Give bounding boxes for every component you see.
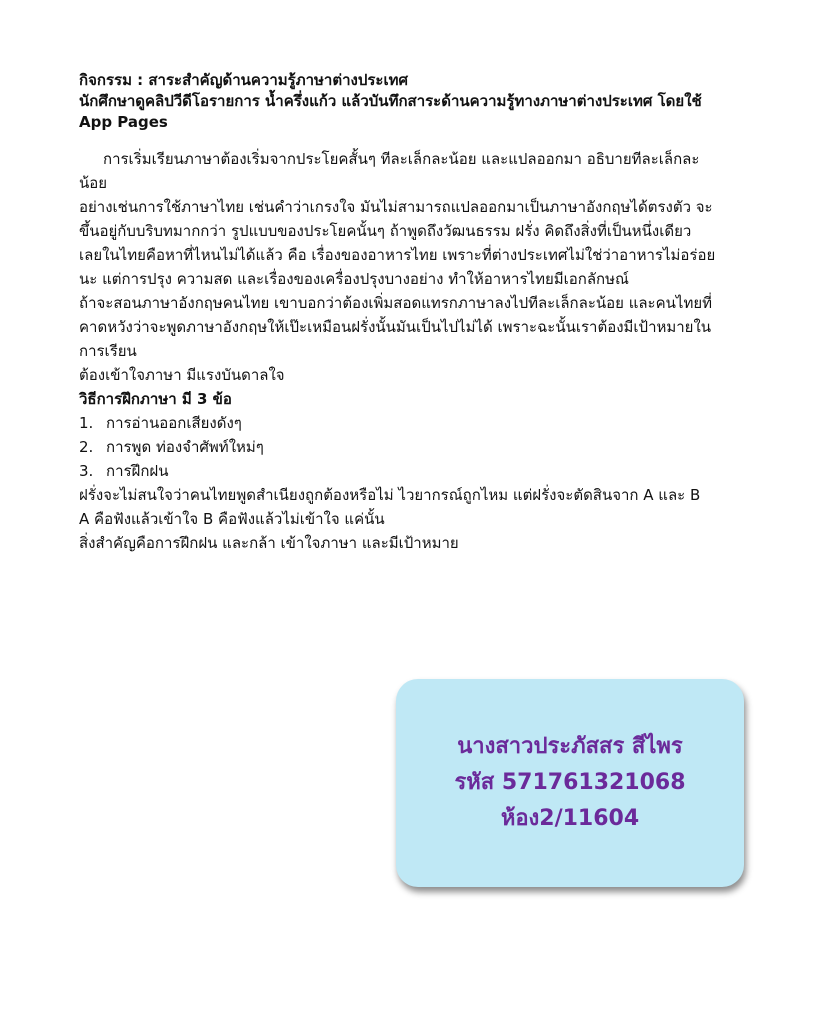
instruction-line: App Pages	[79, 113, 168, 131]
list-number: 3.	[79, 462, 94, 480]
paragraph-teaching	[79, 291, 759, 363]
paragraph-line: A คือฟังแล้วเข้าใจ B คือฟังแล้วไม่เข้าใจ แค่นั้น	[79, 510, 385, 528]
list-text: การฝึกฝน	[106, 462, 169, 480]
paragraph-line: ขึ้นอยู่กับบริบทมากกว่า รูปแบบของประโยคนั้นๆ ถ้าพูดถึงวัฒนธรรม ฝรั่ง คิดถึงสิ่งที่เป็นหนึ่งเดียว	[79, 222, 692, 240]
list-item	[79, 411, 759, 435]
list-item	[79, 435, 759, 459]
list-item	[79, 459, 759, 483]
paragraph-example	[79, 195, 759, 291]
paragraph-line: ถ้าจะสอนภาษาอังกฤษคนไทย เขาบอกว่าต้องเพิ่มสอดแทรกภาษาลงไปทีละเล็กละน้อย และคนไทยที่	[79, 294, 713, 312]
list-number: 2.	[79, 438, 94, 456]
paragraph-line: ฝรั่งจะไม่สนใจว่าคนไทยพูดสำเนียงถูกต้องหรือไม่ ไวยากรณ์ถูกไหม แต่ฝรั่งจะตัดสินจาก A และ B	[79, 486, 701, 504]
instruction-heading	[79, 91, 759, 133]
student-id: รหัส 571761321068	[454, 770, 686, 795]
list-number: 1.	[79, 414, 94, 432]
student-name: นางสาวประภัสสร สีไพร	[457, 734, 683, 759]
paragraph-line: การเริ่มเรียนภาษาต้องเริ่มจากประโยคสั้นๆ ทีละเล็กละน้อย และแปลออกมา อธิบายทีละเล็กละ	[103, 150, 700, 168]
paragraph-line: เลยในไทยคือหาที่ไหนไม่ได้แล้ว คือ เรื่องของอาหารไทย เพราะที่ต่างประเทศไม่ใช่ว่าอาหารไม่อร่อย	[79, 246, 716, 264]
activity-title: กิจกรรม : สาระสำคัญด้านความรู้ภาษาต่างประเทศ	[79, 71, 409, 89]
paragraph-conclusion: สิ่งสำคัญคือการฝึกฝน และกล้า เข้าใจภาษา และมีเป้าหมาย	[79, 534, 459, 552]
paragraph-line: คาดหวังว่าจะพูดภาษาอังกฤษให้เป๊ะเหมือนฝรั่งนั้นมันเป็นไปไม่ได้ เพราะฉะนั้นเราต้องมีเป้าหมายใน	[79, 318, 712, 336]
paragraph-line: นะ แต่การปรุง ความสด และเรื่องของเครื่องปรุงบางอย่าง ทำให้อาหารไทยมีเอกลักษณ์	[79, 270, 629, 288]
paragraph-line: การเรียน	[79, 342, 137, 360]
instruction-line: นักศึกษาดูคลิปวีดีโอรายการ น้ำครึ่งแก้ว แล้วบันทึกสาระด้านความรู้ทางภาษาต่างประเทศ โดยใช้	[79, 92, 702, 110]
paragraph-understanding: ต้องเข้าใจภาษา มีแรงบันดาลใจ	[79, 366, 285, 384]
document-body	[79, 70, 759, 555]
student-room: ห้อง2/11604	[500, 806, 640, 831]
list-text: การอ่านออกเสียงดังๆ	[106, 414, 242, 432]
student-info-card	[396, 679, 744, 887]
list-text: การพูด ท่องจำศัพท์ใหม่ๆ	[106, 438, 264, 456]
methods-heading: วิธีการฝึกภาษา มี 3 ข้อ	[79, 390, 232, 408]
paragraph-intro	[79, 147, 759, 195]
paragraph-line: น้อย	[79, 174, 108, 192]
paragraph-line: อย่างเช่นการใช้ภาษาไทย เช่นคำว่าเกรงใจ มันไม่สามารถแปลออกมาเป็นภาษาอังกฤษได้ตรงตัว จะ	[79, 198, 713, 216]
paragraph-judgement	[79, 483, 759, 531]
methods-list	[79, 411, 759, 483]
